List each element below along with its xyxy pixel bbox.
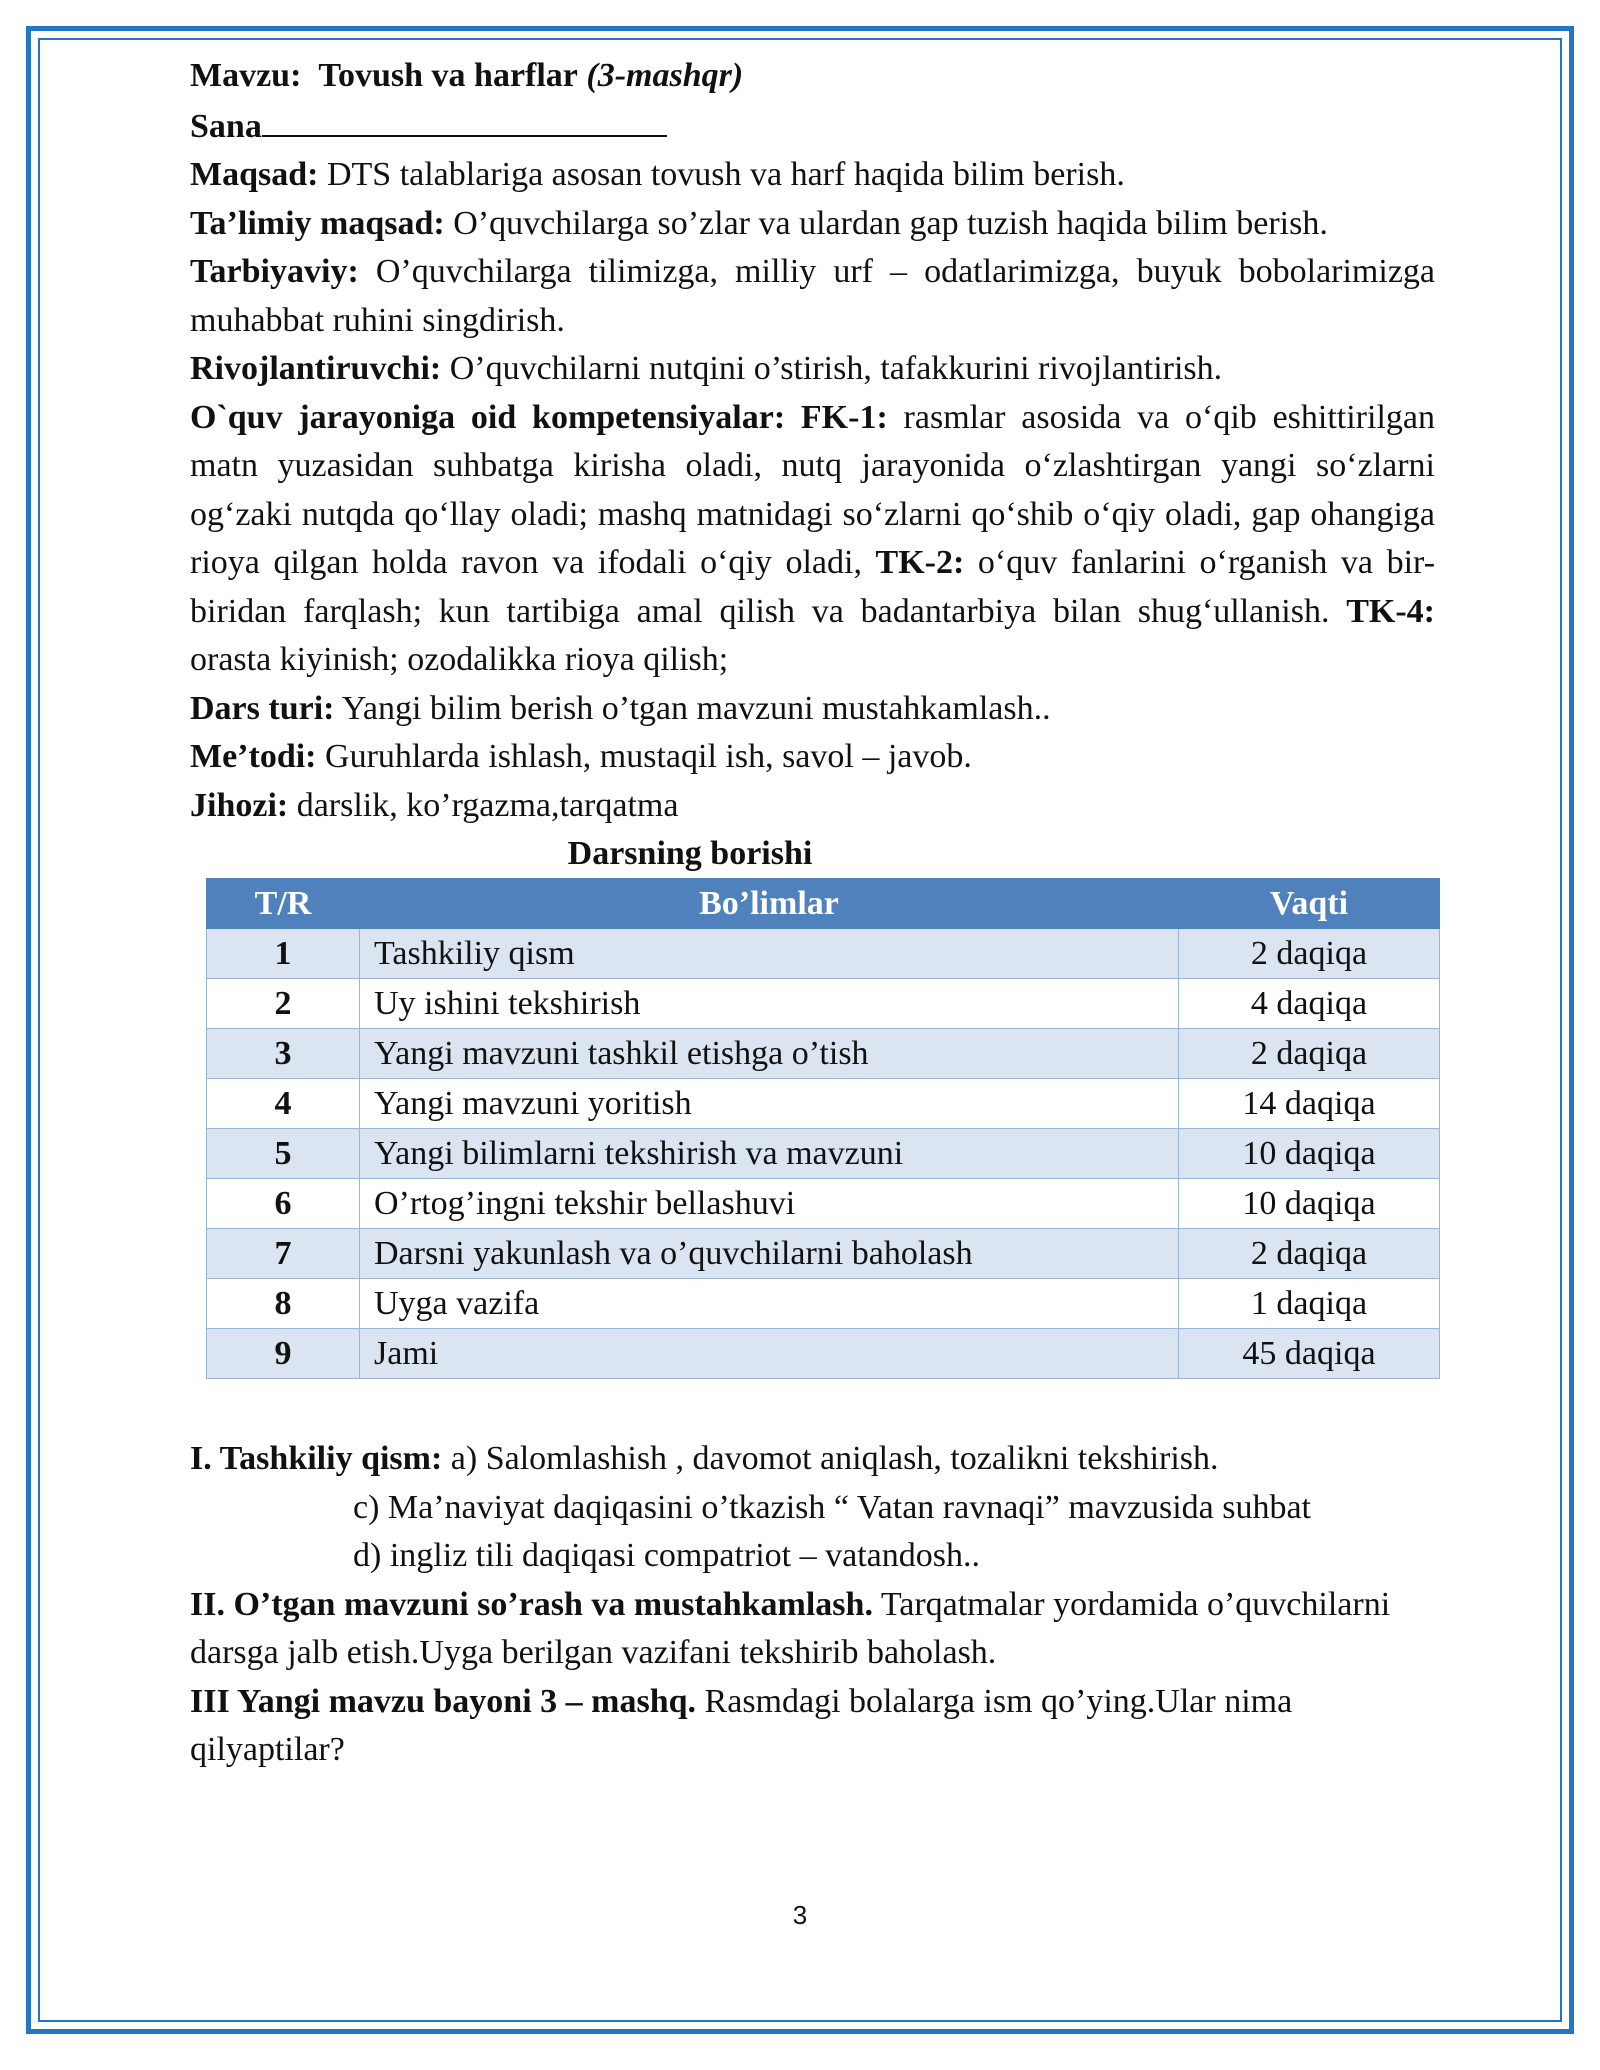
row-part: Yangi bilimlarni tekshirish va mavzuni <box>360 1129 1179 1179</box>
upbringing-label: Tarbiyaviy: <box>190 253 359 290</box>
row-time: 10 daqiqa <box>1179 1179 1440 1229</box>
lesson-body <box>190 1435 1435 1775</box>
competencies-text-1: rasmlar asosida va oʻqib eshittirilgan matn yuzasidan suhbatga kirisha oladi, nutq jarayonida oʻzlashtirgan yangi soʻzlarni ogʻzaki nutqda qoʻllay oladi; mashq matnidagi soʻzlarni qoʻshib oʻqiy oladi, gap ohangiga rioya qilgan holda ravon va ifodali oʻqiy oladi, <box>190 398 1435 581</box>
row-number: 4 <box>207 1079 360 1129</box>
date-line <box>190 101 1435 152</box>
section-2-text: Tarqatmalar yordamida o’quvchilarni darsga jalb etish.Uyga berilgan vazifani tekshirib baholash. <box>190 1585 1391 1671</box>
development-text: O’quvchilarni nutqini o’stirish, tafakkurini rivojlantirish. <box>441 350 1223 387</box>
row-number: 2 <box>207 979 360 1029</box>
row-part: Uy ishini tekshirish <box>360 979 1179 1029</box>
column-header-time: Vaqti <box>1179 879 1440 929</box>
column-header-number: T/R <box>207 879 360 929</box>
goal-label: Maqsad: <box>190 156 319 193</box>
row-time: 45 daqiqa <box>1179 1329 1440 1379</box>
row-number: 8 <box>207 1279 360 1329</box>
equipment-label: Jihozi: <box>190 786 289 824</box>
equipment-text: darslik, ko’rgazma,tarqatma <box>288 786 679 824</box>
topic-label: Mavzu: <box>190 57 302 94</box>
topic-note: (3-mashqr) <box>586 57 744 94</box>
row-part: Yangi mavzuni yoritish <box>360 1079 1179 1129</box>
row-time: 2 daqiqa <box>1179 929 1440 979</box>
edu-goal-text: O’quvchilarga so’zlar va ulardan gap tuzish haqida bilim berish. <box>444 204 1328 242</box>
row-number: 5 <box>207 1129 360 1179</box>
section-3-text: Rasmdagi bolalarga ism qo’ying.Ular nima qilyaptilar? <box>190 1682 1293 1768</box>
column-header-parts: Bo’limlar <box>360 879 1179 929</box>
equipment-line <box>190 782 1435 831</box>
upbringing-line <box>190 248 1435 345</box>
method-text: Guruhlarda ishlash, mustaqil ish, savol – javob. <box>316 738 972 775</box>
topic-title: Tovush va harflar <box>318 57 578 94</box>
competencies-label: O`quv jarayoniga oid kompetensiyalar: FK-1: <box>190 398 888 436</box>
section-1-item-a: a) Salomlashish , davomot aniqlash, tozalikni tekshirish. <box>442 1440 1219 1477</box>
section-1-line <box>190 1435 1435 1484</box>
goal-text: DTS talablariga asosan tovush va harf haqida bilim berish. <box>318 156 1125 193</box>
section-1-item-c: c) Ma’naviyat daqiqasini o’tkazish “ Vatan ravnaqi” mavzusida suhbat <box>353 1488 1311 1526</box>
competencies-paragraph <box>190 394 1435 685</box>
date-label: Sana <box>190 107 262 145</box>
table-row <box>207 1279 1440 1329</box>
table-row <box>207 1079 1440 1129</box>
row-time: 10 daqiqa <box>1179 1129 1440 1179</box>
row-part: Jami <box>360 1329 1179 1379</box>
section-1-label: I. Tashkiliy qism: <box>190 1440 443 1477</box>
section-3-paragraph <box>190 1678 1435 1775</box>
lesson-plan-table <box>206 878 1440 1379</box>
section-2-paragraph <box>190 1581 1435 1678</box>
competencies-text-3: orasta kiyinish; ozodalikka rioya qilish; <box>190 641 729 678</box>
section-2-label: II. O’tgan mavzuni so’rash va mustahkamlash. <box>190 1585 873 1623</box>
row-time: 4 daqiqa <box>1179 979 1440 1029</box>
edu-goal-label: Ta’limiy maqsad: <box>190 204 445 242</box>
table-row <box>207 929 1440 979</box>
goal-line <box>190 151 1435 200</box>
row-part: Uyga vazifa <box>360 1279 1179 1329</box>
tk4-label: TK-4: <box>1346 592 1435 630</box>
table-row <box>207 1029 1440 1079</box>
upbringing-text: O’quvchilarga tilimizga, milliy urf – odatlarimizga, buyuk bobolarimizga muhabbat ruhini singdirish. <box>190 253 1435 339</box>
table-header-row <box>207 879 1440 929</box>
row-number: 6 <box>207 1179 360 1229</box>
development-label: Rivojlantiruvchi: <box>190 350 442 387</box>
table-row <box>207 1229 1440 1279</box>
table-title: Darsning borishi <box>567 835 813 872</box>
row-time: 2 daqiqa <box>1179 1029 1440 1079</box>
row-part: O’rtog’ingni tekshir bellashuvi <box>360 1179 1179 1229</box>
row-number: 7 <box>207 1229 360 1279</box>
lesson-type-label: Dars turi: <box>190 689 335 727</box>
development-line <box>190 345 1435 394</box>
row-time: 2 daqiqa <box>1179 1229 1440 1279</box>
competencies-text-2: oʻquv fanlarini oʻrganish va bir-biridan farqlash; kun tartibiga amal qilish va badantarbiya bilan shugʻullanish. <box>190 544 1436 630</box>
row-part: Tashkiliy qism <box>360 929 1179 979</box>
table-row <box>207 979 1440 1029</box>
table-row <box>207 1129 1440 1179</box>
table-row <box>207 1179 1440 1229</box>
page-number: 3 <box>792 1900 808 1930</box>
section-3-label: III Yangi mavzu bayoni 3 – mashq. <box>190 1682 697 1720</box>
lesson-header <box>190 52 1435 879</box>
row-number: 1 <box>207 929 360 979</box>
topic-line <box>190 52 1435 101</box>
tk2-label: TK-2: <box>875 544 965 581</box>
method-label: Me’todi: <box>190 738 317 775</box>
row-part: Darsni yakunlash va o’quvchilarni baholash <box>360 1229 1179 1279</box>
edu-goal-line <box>190 200 1435 249</box>
method-line <box>190 733 1435 782</box>
row-number: 3 <box>207 1029 360 1079</box>
date-blank <box>262 101 667 137</box>
row-time: 14 daqiqa <box>1179 1079 1440 1129</box>
row-part: Yangi mavzuni tashkil etishga o’tish <box>360 1029 1179 1079</box>
row-number: 9 <box>207 1329 360 1379</box>
table-row <box>207 1329 1440 1379</box>
lesson-type-text: Yangi bilim berish o’tgan mavzuni mustahkamlash.. <box>334 689 1051 727</box>
lesson-type-line <box>190 685 1435 734</box>
row-time: 1 daqiqa <box>1179 1279 1440 1329</box>
section-1-item-d: d) ingliz tili daqiqasi compatriot – vatandosh.. <box>353 1537 980 1574</box>
